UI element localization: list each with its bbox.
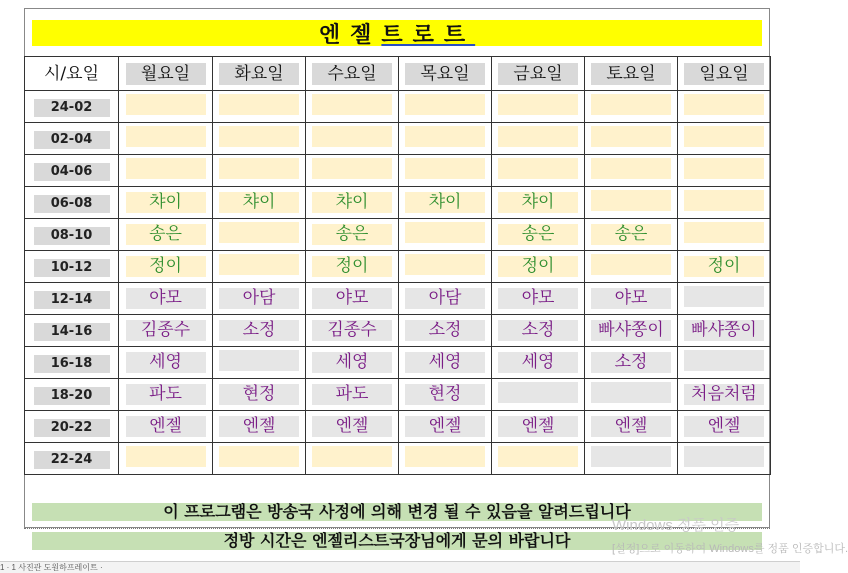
host-name: 빠샤쫑이 bbox=[591, 320, 671, 341]
day-header-cell bbox=[678, 57, 771, 91]
schedule-cell bbox=[306, 379, 399, 411]
host-name: 야모 bbox=[591, 288, 671, 309]
empty-slot bbox=[498, 94, 578, 115]
schedule-cell bbox=[306, 443, 399, 475]
schedule-cell bbox=[678, 187, 771, 219]
host-name: 처음처럼 bbox=[684, 384, 764, 405]
time-cell bbox=[25, 155, 119, 187]
schedule-cell bbox=[119, 123, 213, 155]
schedule-cell bbox=[585, 347, 678, 379]
day-header-cell bbox=[306, 57, 399, 91]
page-title bbox=[319, 18, 475, 49]
day-header: 토요일 bbox=[591, 63, 671, 85]
schedule-row bbox=[25, 411, 771, 443]
schedule-cell bbox=[119, 219, 213, 251]
host-name: 아담 bbox=[219, 288, 299, 309]
schedule-cell bbox=[585, 219, 678, 251]
empty-slot bbox=[498, 158, 578, 179]
schedule-cell bbox=[399, 187, 492, 219]
schedule-cell bbox=[492, 379, 585, 411]
schedule-cell bbox=[213, 347, 306, 379]
schedule-cell bbox=[306, 315, 399, 347]
time-slot-label: 06-08 bbox=[34, 195, 110, 213]
host-name: 야모 bbox=[312, 288, 392, 309]
host-name: 챠이 bbox=[498, 192, 578, 213]
empty-slot bbox=[684, 286, 764, 307]
host-name: 송은 bbox=[312, 224, 392, 245]
schedule-cell bbox=[399, 283, 492, 315]
host-name: 정이 bbox=[126, 256, 206, 277]
taskbar-strip: 1 · 1 사진관 도원하프레이트 · bbox=[0, 561, 800, 573]
empty-slot bbox=[219, 350, 299, 371]
time-cell bbox=[25, 219, 119, 251]
schedule-row bbox=[25, 347, 771, 379]
schedule-cell bbox=[678, 251, 771, 283]
host-name: 세영 bbox=[405, 352, 485, 373]
empty-slot bbox=[312, 158, 392, 179]
schedule-cell bbox=[213, 379, 306, 411]
schedule-cell bbox=[492, 347, 585, 379]
host-name: 아담 bbox=[405, 288, 485, 309]
activation-watermark: Windows 정품 인증 bbox=[612, 517, 740, 534]
schedule-cell bbox=[213, 315, 306, 347]
schedule-row bbox=[25, 219, 771, 251]
corner-header-cell bbox=[25, 57, 119, 91]
schedule-cell bbox=[492, 219, 585, 251]
schedule-cell bbox=[119, 187, 213, 219]
time-cell bbox=[25, 187, 119, 219]
day-header: 월요일 bbox=[126, 63, 206, 85]
empty-slot bbox=[126, 446, 206, 467]
schedule-cell bbox=[585, 91, 678, 123]
footer-contact: 정방 시간은 엔젤리스트국장님에게 문의 바랍니다 bbox=[32, 532, 762, 550]
time-slot-label: 16-18 bbox=[34, 355, 110, 373]
schedule-cell bbox=[306, 155, 399, 187]
host-name: 세영 bbox=[312, 352, 392, 373]
host-name: 챠이 bbox=[219, 192, 299, 213]
empty-slot bbox=[219, 158, 299, 179]
empty-slot bbox=[684, 446, 764, 467]
schedule-cell bbox=[585, 315, 678, 347]
schedule-row bbox=[25, 91, 771, 123]
schedule-cell bbox=[119, 411, 213, 443]
schedule-cell bbox=[678, 283, 771, 315]
host-name: 김종수 bbox=[126, 320, 206, 341]
schedule-cell bbox=[678, 315, 771, 347]
day-header: 목요일 bbox=[405, 63, 485, 85]
host-name: 소정 bbox=[591, 352, 671, 373]
schedule-cell bbox=[585, 379, 678, 411]
activation-watermark-detail: [설정]으로 이동하여 Windows를 정품 인증합니다. bbox=[612, 543, 848, 555]
schedule-cell bbox=[678, 411, 771, 443]
empty-slot bbox=[219, 94, 299, 115]
time-slot-label: 10-12 bbox=[34, 259, 110, 277]
schedule-row bbox=[25, 443, 771, 475]
day-header: 수요일 bbox=[312, 63, 392, 85]
host-name: 엔젤 bbox=[498, 416, 578, 437]
host-name: 엔젤 bbox=[405, 416, 485, 437]
empty-slot bbox=[591, 158, 671, 179]
empty-slot bbox=[591, 382, 671, 403]
schedule-cell bbox=[213, 411, 306, 443]
schedule-cell bbox=[492, 411, 585, 443]
host-name: 야모 bbox=[498, 288, 578, 309]
empty-slot bbox=[591, 446, 671, 467]
schedule-row bbox=[25, 283, 771, 315]
empty-slot bbox=[405, 446, 485, 467]
schedule-cell bbox=[492, 187, 585, 219]
schedule-cell bbox=[399, 315, 492, 347]
empty-slot bbox=[684, 158, 764, 179]
host-name: 현정 bbox=[219, 384, 299, 405]
schedule-cell bbox=[399, 347, 492, 379]
empty-slot bbox=[405, 158, 485, 179]
empty-slot bbox=[312, 94, 392, 115]
schedule-cell bbox=[492, 91, 585, 123]
empty-slot bbox=[219, 254, 299, 275]
schedule-cell bbox=[306, 123, 399, 155]
time-slot-label: 18-20 bbox=[34, 387, 110, 405]
host-name: 정이 bbox=[498, 256, 578, 277]
title-part-1: 엔젤 bbox=[318, 22, 382, 48]
empty-slot bbox=[219, 222, 299, 243]
host-name: 소정 bbox=[405, 320, 485, 341]
host-name: 챠이 bbox=[126, 192, 206, 213]
empty-slot bbox=[684, 126, 764, 147]
host-name: 정이 bbox=[312, 256, 392, 277]
schedule-cell bbox=[119, 283, 213, 315]
host-name: 엔젤 bbox=[591, 416, 671, 437]
empty-slot bbox=[312, 126, 392, 147]
schedule-row bbox=[25, 251, 771, 283]
title-banner bbox=[32, 20, 762, 46]
empty-slot bbox=[405, 254, 485, 275]
time-cell bbox=[25, 251, 119, 283]
day-header-cell bbox=[585, 57, 678, 91]
time-cell bbox=[25, 347, 119, 379]
time-slot-label: 14-16 bbox=[34, 323, 110, 341]
day-header: 일요일 bbox=[684, 63, 764, 85]
schedule-cell bbox=[399, 155, 492, 187]
day-header-cell bbox=[119, 57, 213, 91]
time-cell bbox=[25, 443, 119, 475]
schedule-cell bbox=[678, 91, 771, 123]
empty-slot bbox=[684, 350, 764, 371]
time-slot-label: 22-24 bbox=[34, 451, 110, 469]
host-name: 정이 bbox=[684, 256, 764, 277]
empty-slot bbox=[219, 126, 299, 147]
host-name: 엔젤 bbox=[684, 416, 764, 437]
host-name: 엔젤 bbox=[126, 416, 206, 437]
schedule-cell bbox=[492, 443, 585, 475]
host-name: 세영 bbox=[498, 352, 578, 373]
empty-slot bbox=[684, 190, 764, 211]
empty-slot bbox=[591, 190, 671, 211]
schedule-cell bbox=[399, 379, 492, 411]
schedule-row bbox=[25, 315, 771, 347]
host-name: 송은 bbox=[591, 224, 671, 245]
empty-slot bbox=[591, 94, 671, 115]
schedule-cell bbox=[306, 347, 399, 379]
host-name: 세영 bbox=[126, 352, 206, 373]
day-header-cell bbox=[492, 57, 585, 91]
schedule-cell bbox=[678, 443, 771, 475]
header-row bbox=[25, 57, 771, 91]
schedule-cell bbox=[119, 347, 213, 379]
schedule-cell bbox=[399, 411, 492, 443]
schedule-row bbox=[25, 155, 771, 187]
time-cell bbox=[25, 315, 119, 347]
schedule-cell bbox=[119, 443, 213, 475]
time-cell bbox=[25, 283, 119, 315]
host-name: 챠이 bbox=[405, 192, 485, 213]
schedule-table bbox=[24, 56, 771, 475]
schedule-cell bbox=[213, 283, 306, 315]
schedule-cell bbox=[306, 283, 399, 315]
host-name: 빠샤쫑이 bbox=[684, 320, 764, 341]
schedule-cell bbox=[306, 187, 399, 219]
time-cell bbox=[25, 411, 119, 443]
empty-slot bbox=[684, 94, 764, 115]
schedule-cell bbox=[306, 251, 399, 283]
schedule-cell bbox=[492, 155, 585, 187]
time-cell bbox=[25, 379, 119, 411]
schedule-cell bbox=[585, 411, 678, 443]
schedule-row bbox=[25, 379, 771, 411]
empty-slot bbox=[126, 94, 206, 115]
schedule-cell bbox=[492, 251, 585, 283]
schedule-cell bbox=[213, 219, 306, 251]
schedule-cell bbox=[399, 443, 492, 475]
schedule-cell bbox=[585, 283, 678, 315]
schedule-cell bbox=[585, 251, 678, 283]
empty-slot bbox=[498, 382, 578, 403]
schedule-cell bbox=[678, 219, 771, 251]
host-name: 파도 bbox=[126, 384, 206, 405]
schedule-cell bbox=[399, 219, 492, 251]
day-header-cell bbox=[399, 57, 492, 91]
host-name: 챠이 bbox=[312, 192, 392, 213]
empty-slot bbox=[591, 254, 671, 275]
schedule-cell bbox=[678, 379, 771, 411]
time-slot-label: 02-04 bbox=[34, 131, 110, 149]
schedule-cell bbox=[585, 123, 678, 155]
host-name: 현정 bbox=[405, 384, 485, 405]
host-name: 엔젤 bbox=[312, 416, 392, 437]
schedule-cell bbox=[399, 251, 492, 283]
day-header: 화요일 bbox=[219, 63, 299, 85]
host-name: 송은 bbox=[126, 224, 206, 245]
host-name: 엔젤 bbox=[219, 416, 299, 437]
schedule-cell bbox=[306, 91, 399, 123]
host-name: 야모 bbox=[126, 288, 206, 309]
schedule-cell bbox=[306, 219, 399, 251]
schedule-cell bbox=[213, 443, 306, 475]
empty-slot bbox=[498, 126, 578, 147]
empty-slot bbox=[684, 222, 764, 243]
day-header: 금요일 bbox=[498, 63, 578, 85]
schedule-cell bbox=[213, 91, 306, 123]
footer-notice: 이 프로그램은 방송국 사정에 의해 변경 될 수 있음을 알려드립니다 bbox=[32, 503, 762, 521]
time-slot-label: 08-10 bbox=[34, 227, 110, 245]
empty-slot bbox=[498, 446, 578, 467]
host-name: 소정 bbox=[219, 320, 299, 341]
schedule-cell bbox=[678, 155, 771, 187]
schedule-cell bbox=[678, 347, 771, 379]
schedule-cell bbox=[119, 155, 213, 187]
schedule-cell bbox=[585, 187, 678, 219]
schedule-cell bbox=[399, 123, 492, 155]
schedule-row bbox=[25, 123, 771, 155]
host-name: 송은 bbox=[498, 224, 578, 245]
time-slot-label: 24-02 bbox=[34, 99, 110, 117]
host-name: 소정 bbox=[498, 320, 578, 341]
empty-slot bbox=[405, 126, 485, 147]
schedule-cell bbox=[678, 123, 771, 155]
schedule-cell bbox=[213, 123, 306, 155]
time-cell bbox=[25, 91, 119, 123]
schedule-cell bbox=[213, 187, 306, 219]
empty-slot bbox=[126, 158, 206, 179]
empty-slot bbox=[312, 446, 392, 467]
schedule-cell bbox=[492, 315, 585, 347]
time-slot-label: 04-06 bbox=[34, 163, 110, 181]
host-name: 파도 bbox=[312, 384, 392, 405]
day-header-cell bbox=[213, 57, 306, 91]
time-cell bbox=[25, 123, 119, 155]
empty-slot bbox=[405, 94, 485, 115]
time-slot-label: 20-22 bbox=[34, 419, 110, 437]
time-slot-label: 12-14 bbox=[34, 291, 110, 309]
host-name: 김종수 bbox=[312, 320, 392, 341]
schedule-cell bbox=[119, 91, 213, 123]
schedule-cell bbox=[119, 251, 213, 283]
schedule-cell bbox=[213, 155, 306, 187]
empty-slot bbox=[591, 126, 671, 147]
schedule-cell bbox=[585, 443, 678, 475]
schedule-cell bbox=[119, 315, 213, 347]
schedule-cell bbox=[119, 379, 213, 411]
empty-slot bbox=[219, 446, 299, 467]
schedule-row bbox=[25, 187, 771, 219]
schedule-cell bbox=[213, 251, 306, 283]
schedule-cell bbox=[492, 123, 585, 155]
schedule-cell bbox=[399, 91, 492, 123]
corner-header: 시/요일 bbox=[44, 63, 99, 84]
schedule-cell bbox=[585, 155, 678, 187]
schedule-cell bbox=[492, 283, 585, 315]
empty-slot bbox=[126, 126, 206, 147]
schedule-cell bbox=[306, 411, 399, 443]
title-part-2: 트로트 bbox=[381, 22, 476, 48]
empty-slot bbox=[405, 222, 485, 243]
